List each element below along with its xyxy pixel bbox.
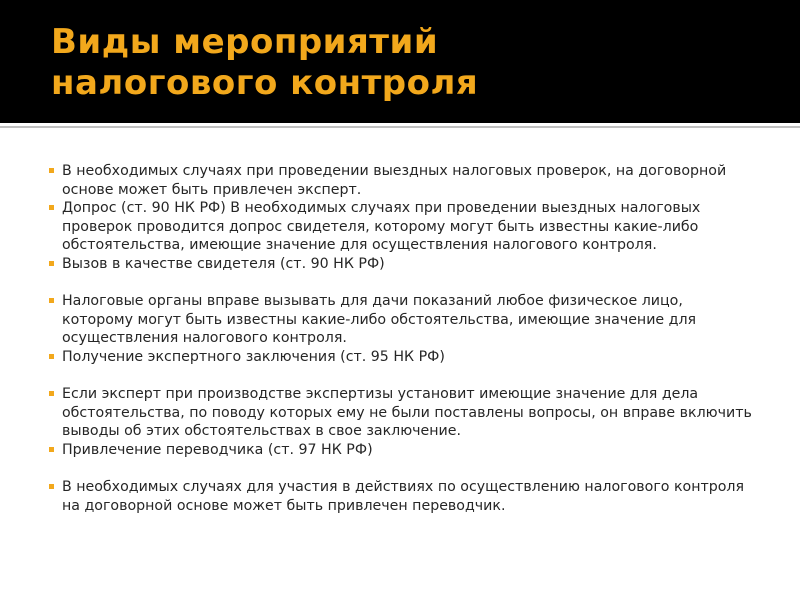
bullet-text: Вызов в качестве свидетеля (ст. 90 НК РФ) (62, 255, 385, 272)
slide-title (51, 22, 478, 104)
bullet-square-icon (49, 354, 54, 359)
bullet-item-2 (48, 199, 758, 255)
bullet-item-3 (48, 255, 758, 274)
bullet-item-1 (48, 162, 758, 199)
bullet-square-icon (49, 447, 54, 452)
bullet-text: Получение экспертного заключения (ст. 95 НК РФ) (62, 348, 445, 365)
bullet-text: Допрос (ст. 90 НК РФ) В необходимых случаях при проведении выездных налоговых проверок проводится допрос свидетеля, которому могут быть известны какие-либо обстоятельства, имеющие значение для осуществления налогового контроля. (62, 200, 701, 254)
bullet-item-7 (48, 441, 758, 460)
bullet-list (48, 162, 758, 515)
bullet-square-icon (49, 261, 54, 266)
bullet-text: Привлечение переводчика (ст. 97 НК РФ) (62, 441, 373, 458)
slide-title-line-1: Виды мероприятий (51, 22, 439, 62)
bullet-item-5 (48, 348, 758, 367)
bullet-text: Если эксперт при производстве экспертизы установит имеющие значение для дела обстоятельства, по поводу которых ему не были поставлены вопросы, он вправе включить выводы об этих обстоятельствах в свое заключение. (62, 386, 752, 440)
bullet-square-icon (49, 484, 54, 489)
bullet-item-8 (48, 478, 758, 515)
title-divider (0, 126, 800, 128)
bullet-item-6 (48, 385, 758, 441)
bullet-square-icon (49, 391, 54, 396)
bullet-text: В необходимых случаях для участия в действиях по осуществлению налогового контроля на договорной основе может быть привлечен переводчик. (62, 479, 745, 514)
bullet-text: Налоговые органы вправе вызывать для дачи показаний любое физическое лицо, которому могут быть известны какие-либо обстоятельства, имеющие значение для осуществления налогового контроля. (62, 293, 697, 347)
bullet-text: В необходимых случаях при проведении выездных налоговых проверок, на договорной основе может быть привлечен эксперт. (62, 163, 727, 198)
bullet-square-icon (49, 168, 54, 173)
title-bar (0, 0, 800, 123)
bullet-item-4 (48, 292, 758, 348)
slide-title-line-2: налогового контроля (51, 63, 479, 103)
bullet-square-icon (49, 298, 54, 303)
bullet-square-icon (49, 205, 54, 210)
